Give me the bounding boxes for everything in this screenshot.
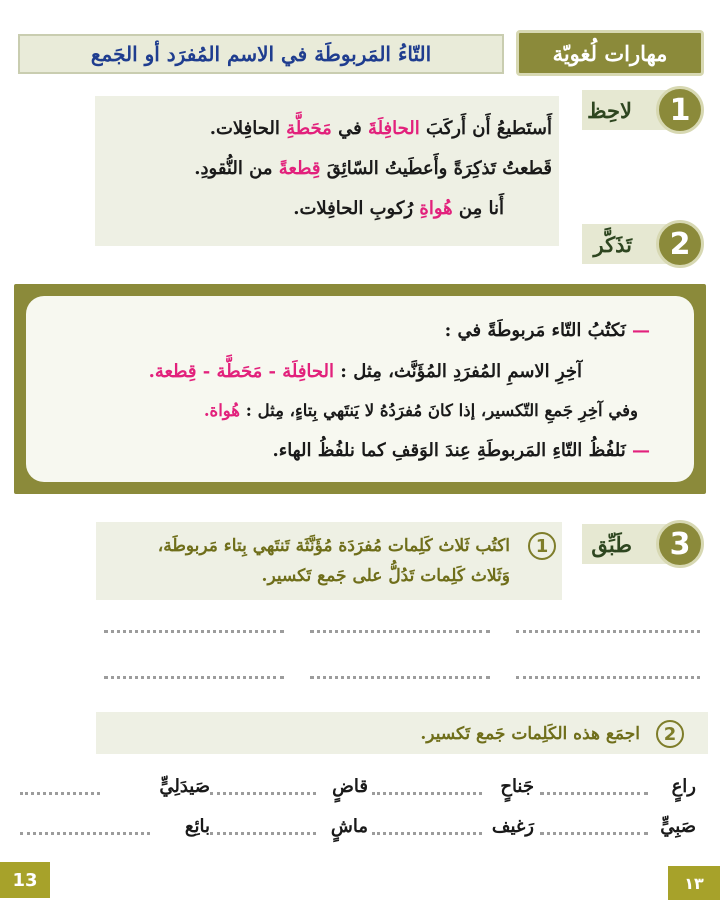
highlight-word: الحافِلَة - مَحَطَّة - قِطعة. [148,361,335,382]
skill-banner [516,30,704,76]
answer-line[interactable] [104,676,284,679]
section2-label: تَذَكَّر [593,231,632,257]
section3-number: 3 [669,526,691,562]
answer-line[interactable] [20,792,100,795]
answer-line[interactable] [516,676,700,679]
text: من النُّقودِ. [194,158,279,179]
highlight-word: هُواةِ [419,198,453,219]
answer-line[interactable] [104,630,284,633]
answer-line[interactable] [540,792,648,795]
bullet-dash: — [632,440,650,461]
bullet-dash: — [632,320,650,341]
page-number-latin: 13 [0,862,50,898]
word-item: رَغيف [491,816,534,837]
rule-1 [445,320,650,341]
exercise1-line-1: اكتُب ثَلاث كَلِمات مُفرَدَة مُؤَنَّثَة تَنتَهي بِتاء مَربوطَة، [157,536,510,556]
exercise1-line-2: وَثَلاث كَلِمات تَدُلُّ على جَمع تَكسير. [261,566,510,586]
answer-line[interactable] [210,792,316,795]
answer-line[interactable] [372,792,482,795]
word-item: راعٍ [671,776,696,797]
exercise1-number: 1 [535,535,549,557]
rule-1-example [149,361,582,382]
section2-number: 2 [669,226,691,262]
text: أَستَطيعُ أَن أَركَبَ [419,118,552,139]
word-item: صَبِيٍّ [660,816,696,837]
exercise1-number-badge [528,532,556,560]
answer-line[interactable] [20,832,150,835]
answer-line[interactable] [372,832,482,835]
text: وفي آخِرِ جَمعِ التّكسير، إذا كانَ مُفرَدُهُ لا يَنتَهي بِتاءٍ، مِثل : [240,401,638,420]
rule-1-example-2 [204,401,638,420]
word-item: جَناحٍ [500,776,534,797]
text: آخِرِ الاسمِ المُفرَدِ المُؤَنَّث، مِثل : [334,361,582,382]
lesson-title: التّاءُ المَربوطَة في الاسم المُفرَد أو الجَمع [90,42,432,66]
exercise2-instruction: اجمَع هذه الكَلِمات جَمع تَكسير. [420,724,640,744]
answer-line[interactable] [310,676,490,679]
skill-label: مهارات لُغويّة [552,40,668,66]
rule-2 [272,440,650,461]
answer-line[interactable] [310,630,490,633]
word-item: قاضٍ [332,776,368,797]
text: الحافِلات. [209,118,287,139]
word-item: بائِع [184,816,210,837]
page-number-arabic: ١٣ [668,866,720,900]
text: في [331,118,368,139]
example-line-1 [210,118,552,139]
word-item: صَيدَلِيٍّ [159,776,210,797]
word-item: ماشٍ [330,816,368,837]
highlight-word: قِطعةً [278,158,321,179]
text: أَنا مِن [452,198,504,219]
answer-line[interactable] [516,630,700,633]
lesson-title-banner [18,34,504,74]
text: نَلفُظُ التّاءِ المَربوطَةِ عِندَ الوَقفِ كما نلفُظُ الهاء. [272,440,632,461]
exercise1-box [96,522,562,600]
exercise2-number-badge [656,720,684,748]
highlight-word: هُواة. [203,401,241,420]
highlight-word: مَحَطَّةِ [286,118,332,139]
answer-line[interactable] [210,832,316,835]
section1-number-badge [656,86,704,134]
example-line-2 [194,158,552,179]
text: نَكتُبُ التّاء مَربوطَةً في : [444,320,632,341]
answer-line[interactable] [540,832,648,835]
section1-number: 1 [669,92,691,128]
highlight-word: الحافِلَةَ [367,118,420,139]
example-line-3 [293,198,504,219]
section3-label: طَبِّق [591,531,632,557]
text: قَطعتُ تَذكِرَةً وأَعطَيتُ السّائِقَ [320,158,552,179]
section3-number-badge [656,520,704,568]
exercise2-number: 2 [663,723,677,745]
section2-number-badge [656,220,704,268]
text: رُكوبِ الحافِلات. [293,198,420,219]
section1-label: لاحِظ [587,97,632,123]
